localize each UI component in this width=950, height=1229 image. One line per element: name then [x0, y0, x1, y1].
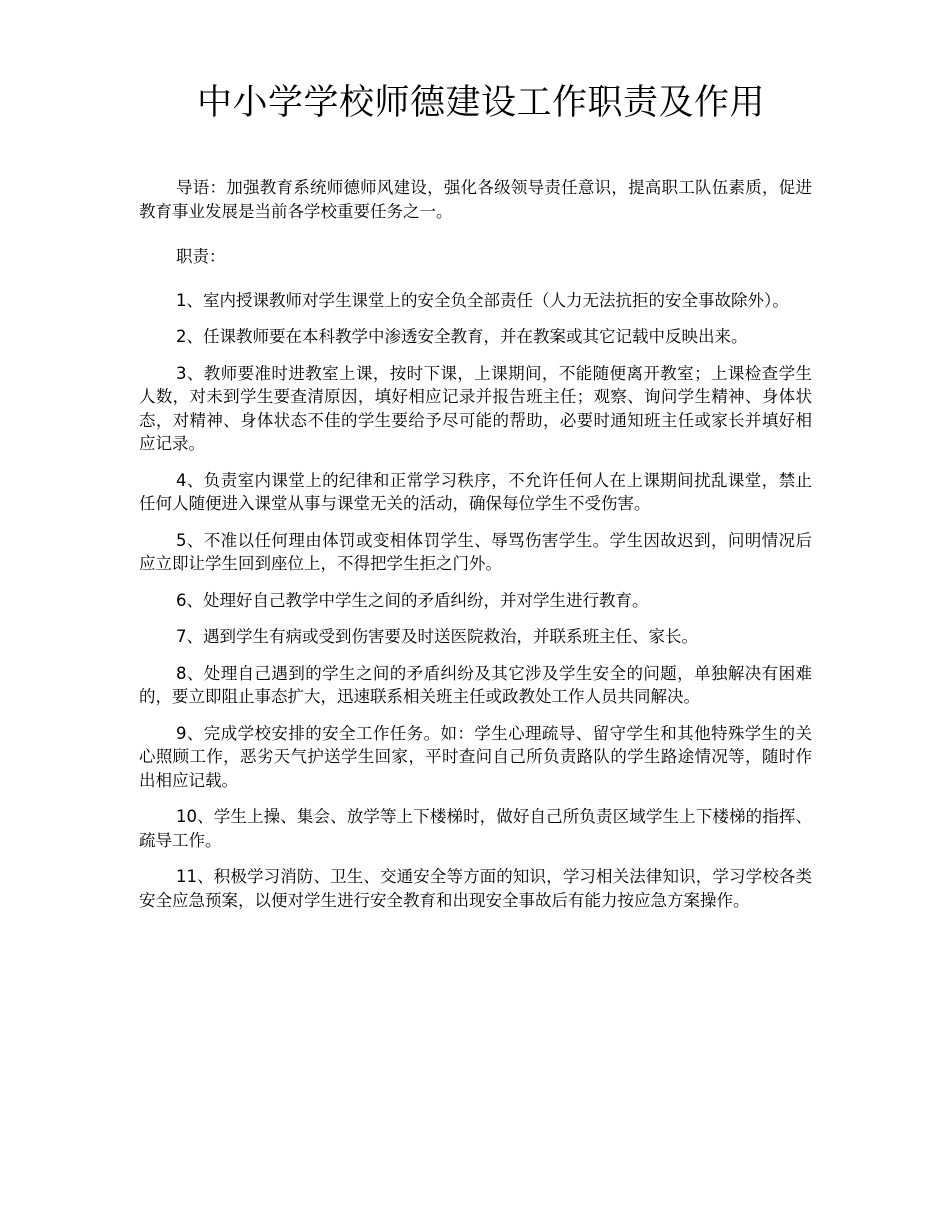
- duty-item-9: 9、完成学校安排的安全工作任务。如：学生心理疏导、留守学生和其他特殊学生的关心照顾工作，恶劣天气护送学生回家，平时查问自己所负责路队的学生路途情况等，随时作出相应记载。: [139, 723, 812, 790]
- duty-item-6: 6、处理好自己教学中学生之间的矛盾纠纷，并对学生进行教育。: [176, 590, 649, 610]
- duty-item-7: 7、遇到学生有病或受到伤害要及时送医院救治，并联系班主任、家长。: [176, 627, 698, 646]
- document-page: [139, 78, 812, 925]
- intro-paragraph: 导语：加强教育系统师德师风建设，强化各级领导责任意识，提高职工队伍素质，促进教育事业发展是当前各学校重要任务之一。: [139, 178, 812, 221]
- duty-item-10: 10、学生上操、集会、放学等上下楼梯时，做好自己所负责区域学生上下楼梯的指挥、疏导工作。: [139, 807, 812, 850]
- duty-item-3: 3、教师要准时进教室上课，按时下课，上课期间，不能随便离开教室；上课检查学生人数，对未到学生要查清原因，填好相应记录并报告班主任；观察、询问学生精神、身体状态，对精神、身体状态不佳的学生要给予尽可能的帮助，必要时通知班主任或家长并填好相应记录。: [139, 363, 812, 453]
- duty-item-2: 2、任课教师要在本科教学中渗透安全教育，并在教案或其它记载中反映出来。: [176, 327, 748, 346]
- document-title: 中小学学校师德建设工作职责及作用: [197, 83, 766, 123]
- duty-item-4: 4、负责室内课堂上的纪律和正常学习秩序，不允许任何人在上课期间扰乱课堂，禁止任何人随便进入课堂从事与课堂无关的活动，确保每位学生不受伤害。: [139, 470, 812, 513]
- duty-item-1: 1、室内授课教师对学生课堂上的安全负全部责任（人力无法抗拒的安全事故除外）。: [176, 290, 789, 310]
- duties-heading: 职责：: [176, 247, 226, 266]
- duty-item-8: 8、处理自己遇到的学生之间的矛盾纠纷及其它涉及学生安全的问题，单独解决有困难的，要立即阻止事态扩大，迅速联系相关班主任或政教处工作人员共同解决。: [139, 663, 812, 706]
- duty-item-11: 11、积极学习消防、卫生、交通安全等方面的知识，学习相关法律知识，学习学校各类安全应急预案，以便对学生进行安全教育和出现安全事故后有能力按应急方案操作。: [139, 867, 812, 910]
- duty-item-5: 5、不准以任何理由体罚或变相体罚学生、辱骂伤害学生。学生因故迟到，问明情况后应立即让学生回到座位上，不得把学生拒之门外。: [139, 530, 812, 573]
